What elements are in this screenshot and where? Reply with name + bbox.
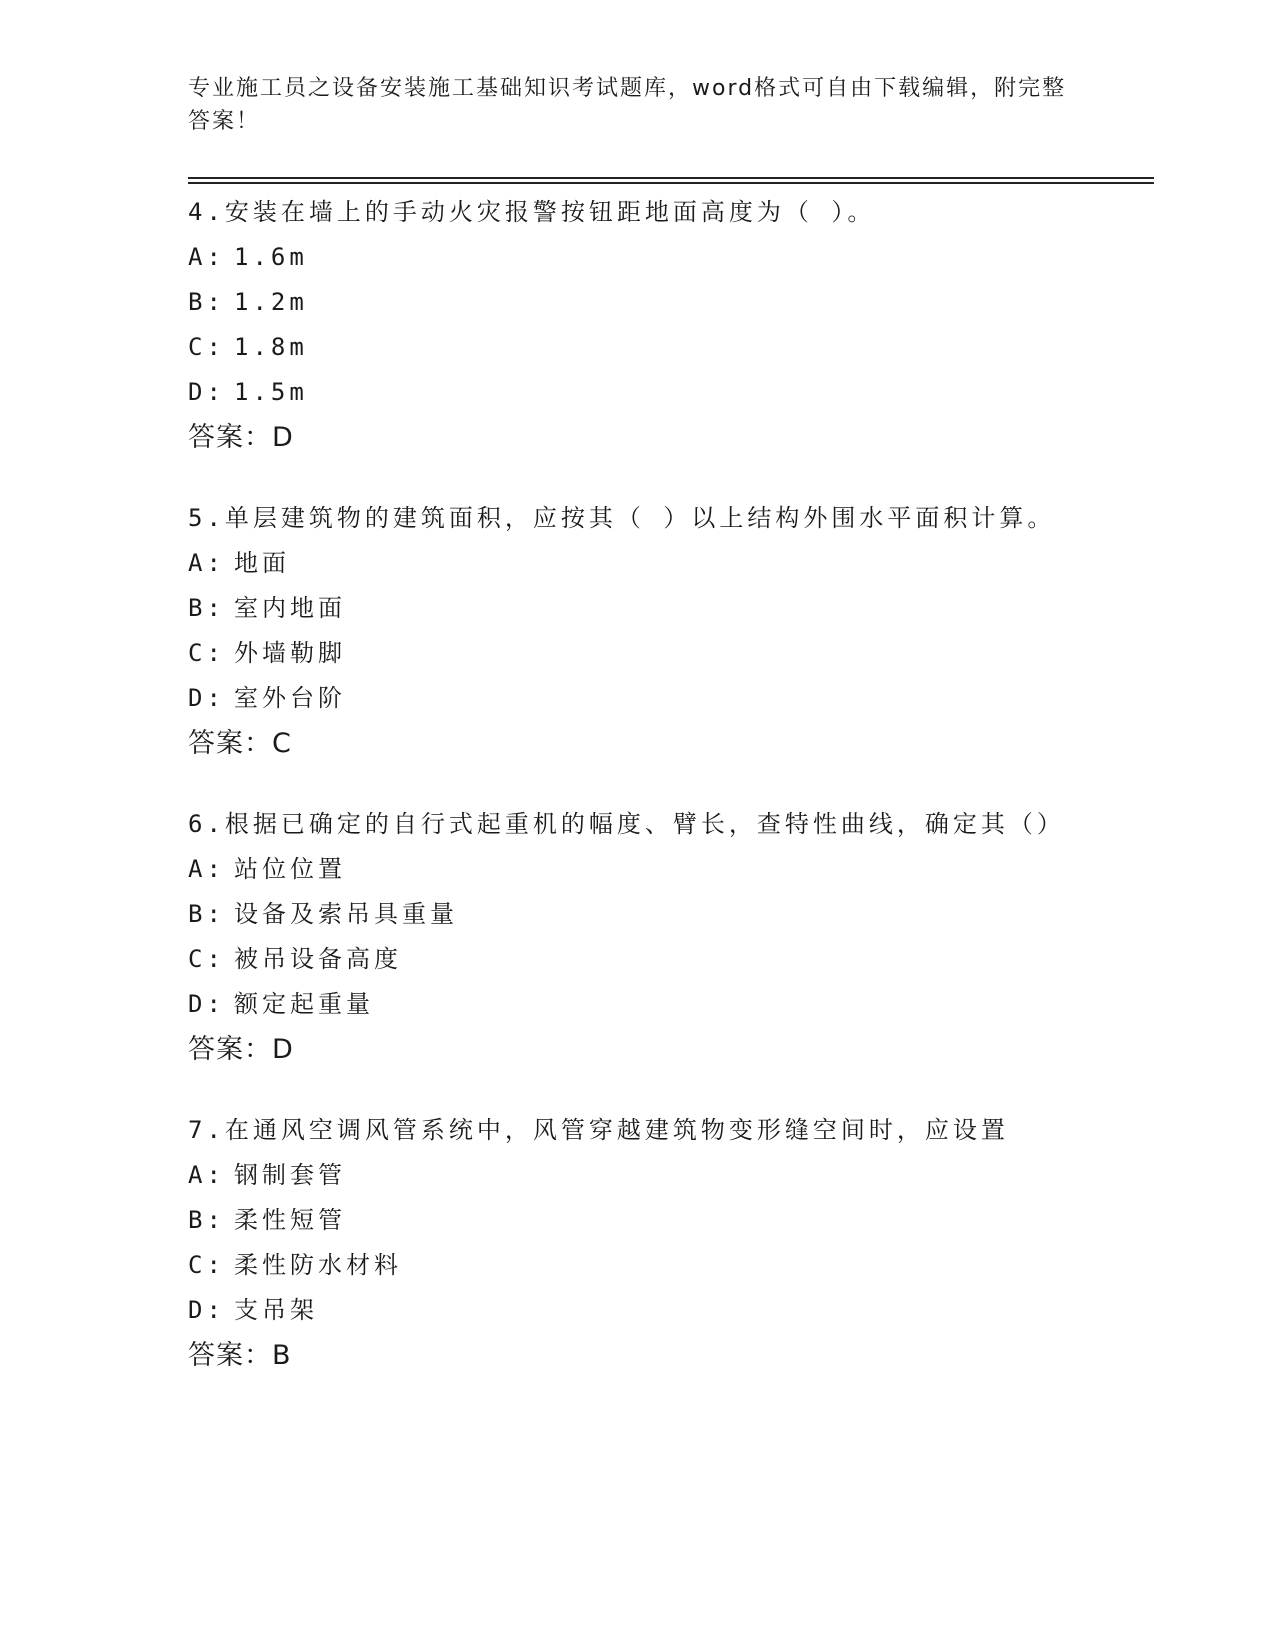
option-key: B:	[188, 900, 225, 928]
option-key: C:	[188, 333, 225, 361]
option-a	[188, 235, 1088, 280]
option-c	[188, 325, 1088, 370]
option-key: C:	[188, 945, 225, 973]
answer-line: 答案：D	[188, 422, 294, 453]
option-text: 1.5m	[234, 378, 308, 406]
option-c	[188, 631, 1088, 676]
document-header: 专业施工员之设备安装施工基础知识考试题库，word格式可自由下载编辑，附完整答案！	[188, 76, 1067, 134]
option-text: 柔性防水材料	[234, 1251, 402, 1279]
question-stem: 4.安装在墙上的手动火灾报警按钮距地面高度为（ ）。	[188, 198, 876, 226]
option-text: 室外台阶	[234, 684, 346, 712]
option-key: B:	[188, 1206, 225, 1234]
answer-line: 答案：C	[188, 728, 292, 759]
header-divider-top	[188, 177, 1154, 179]
option-a	[188, 541, 1088, 586]
option-key: D:	[188, 378, 225, 406]
option-key: D:	[188, 990, 225, 1018]
option-key: D:	[188, 684, 225, 712]
answer-line: 答案：D	[188, 1034, 294, 1065]
option-d	[188, 676, 1088, 721]
option-text: 柔性短管	[234, 1206, 346, 1234]
option-c	[188, 937, 1088, 982]
option-b	[188, 1198, 1088, 1243]
option-text: 支吊架	[234, 1296, 318, 1324]
question-stem: 6.根据已确定的自行式起重机的幅度、臂长，查特性曲线，确定其（）	[188, 810, 1065, 838]
option-d	[188, 982, 1088, 1027]
option-text: 地面	[234, 549, 290, 577]
option-key: A:	[188, 855, 225, 883]
option-key: C:	[188, 639, 225, 667]
option-d	[188, 1288, 1088, 1333]
option-text: 1.2m	[234, 288, 308, 316]
option-text: 额定起重量	[234, 990, 374, 1018]
question-4	[188, 190, 1088, 461]
option-key: A:	[188, 243, 225, 271]
option-text: 站位位置	[234, 855, 346, 883]
option-key: B:	[188, 594, 225, 622]
option-a	[188, 1153, 1088, 1198]
option-key: A:	[188, 549, 225, 577]
option-key: D:	[188, 1296, 225, 1324]
option-key: A:	[188, 1161, 225, 1189]
question-stem: 5.单层建筑物的建筑面积，应按其（ ）以上结构外围水平面积计算。	[188, 504, 1056, 532]
option-text: 被吊设备高度	[234, 945, 402, 973]
option-b	[188, 586, 1088, 631]
option-text: 室内地面	[234, 594, 346, 622]
question-stem: 7.在通风空调风管系统中，风管穿越建筑物变形缝空间时，应设置	[188, 1116, 1009, 1144]
option-text: 钢制套管	[234, 1161, 346, 1189]
option-d	[188, 370, 1088, 415]
option-b	[188, 892, 1088, 937]
header-divider-bottom	[188, 182, 1154, 184]
question-list	[188, 190, 1088, 1414]
option-c	[188, 1243, 1088, 1288]
option-a	[188, 847, 1088, 892]
option-text: 1.8m	[234, 333, 308, 361]
option-text: 外墙勒脚	[234, 639, 346, 667]
question-5	[188, 496, 1088, 767]
option-key: B:	[188, 288, 225, 316]
answer-line: 答案：B	[188, 1340, 292, 1371]
question-7	[188, 1108, 1088, 1379]
question-6	[188, 802, 1088, 1073]
option-text: 1.6m	[234, 243, 308, 271]
option-key: C:	[188, 1251, 225, 1279]
option-b	[188, 280, 1088, 325]
option-text: 设备及索吊具重量	[234, 900, 458, 928]
